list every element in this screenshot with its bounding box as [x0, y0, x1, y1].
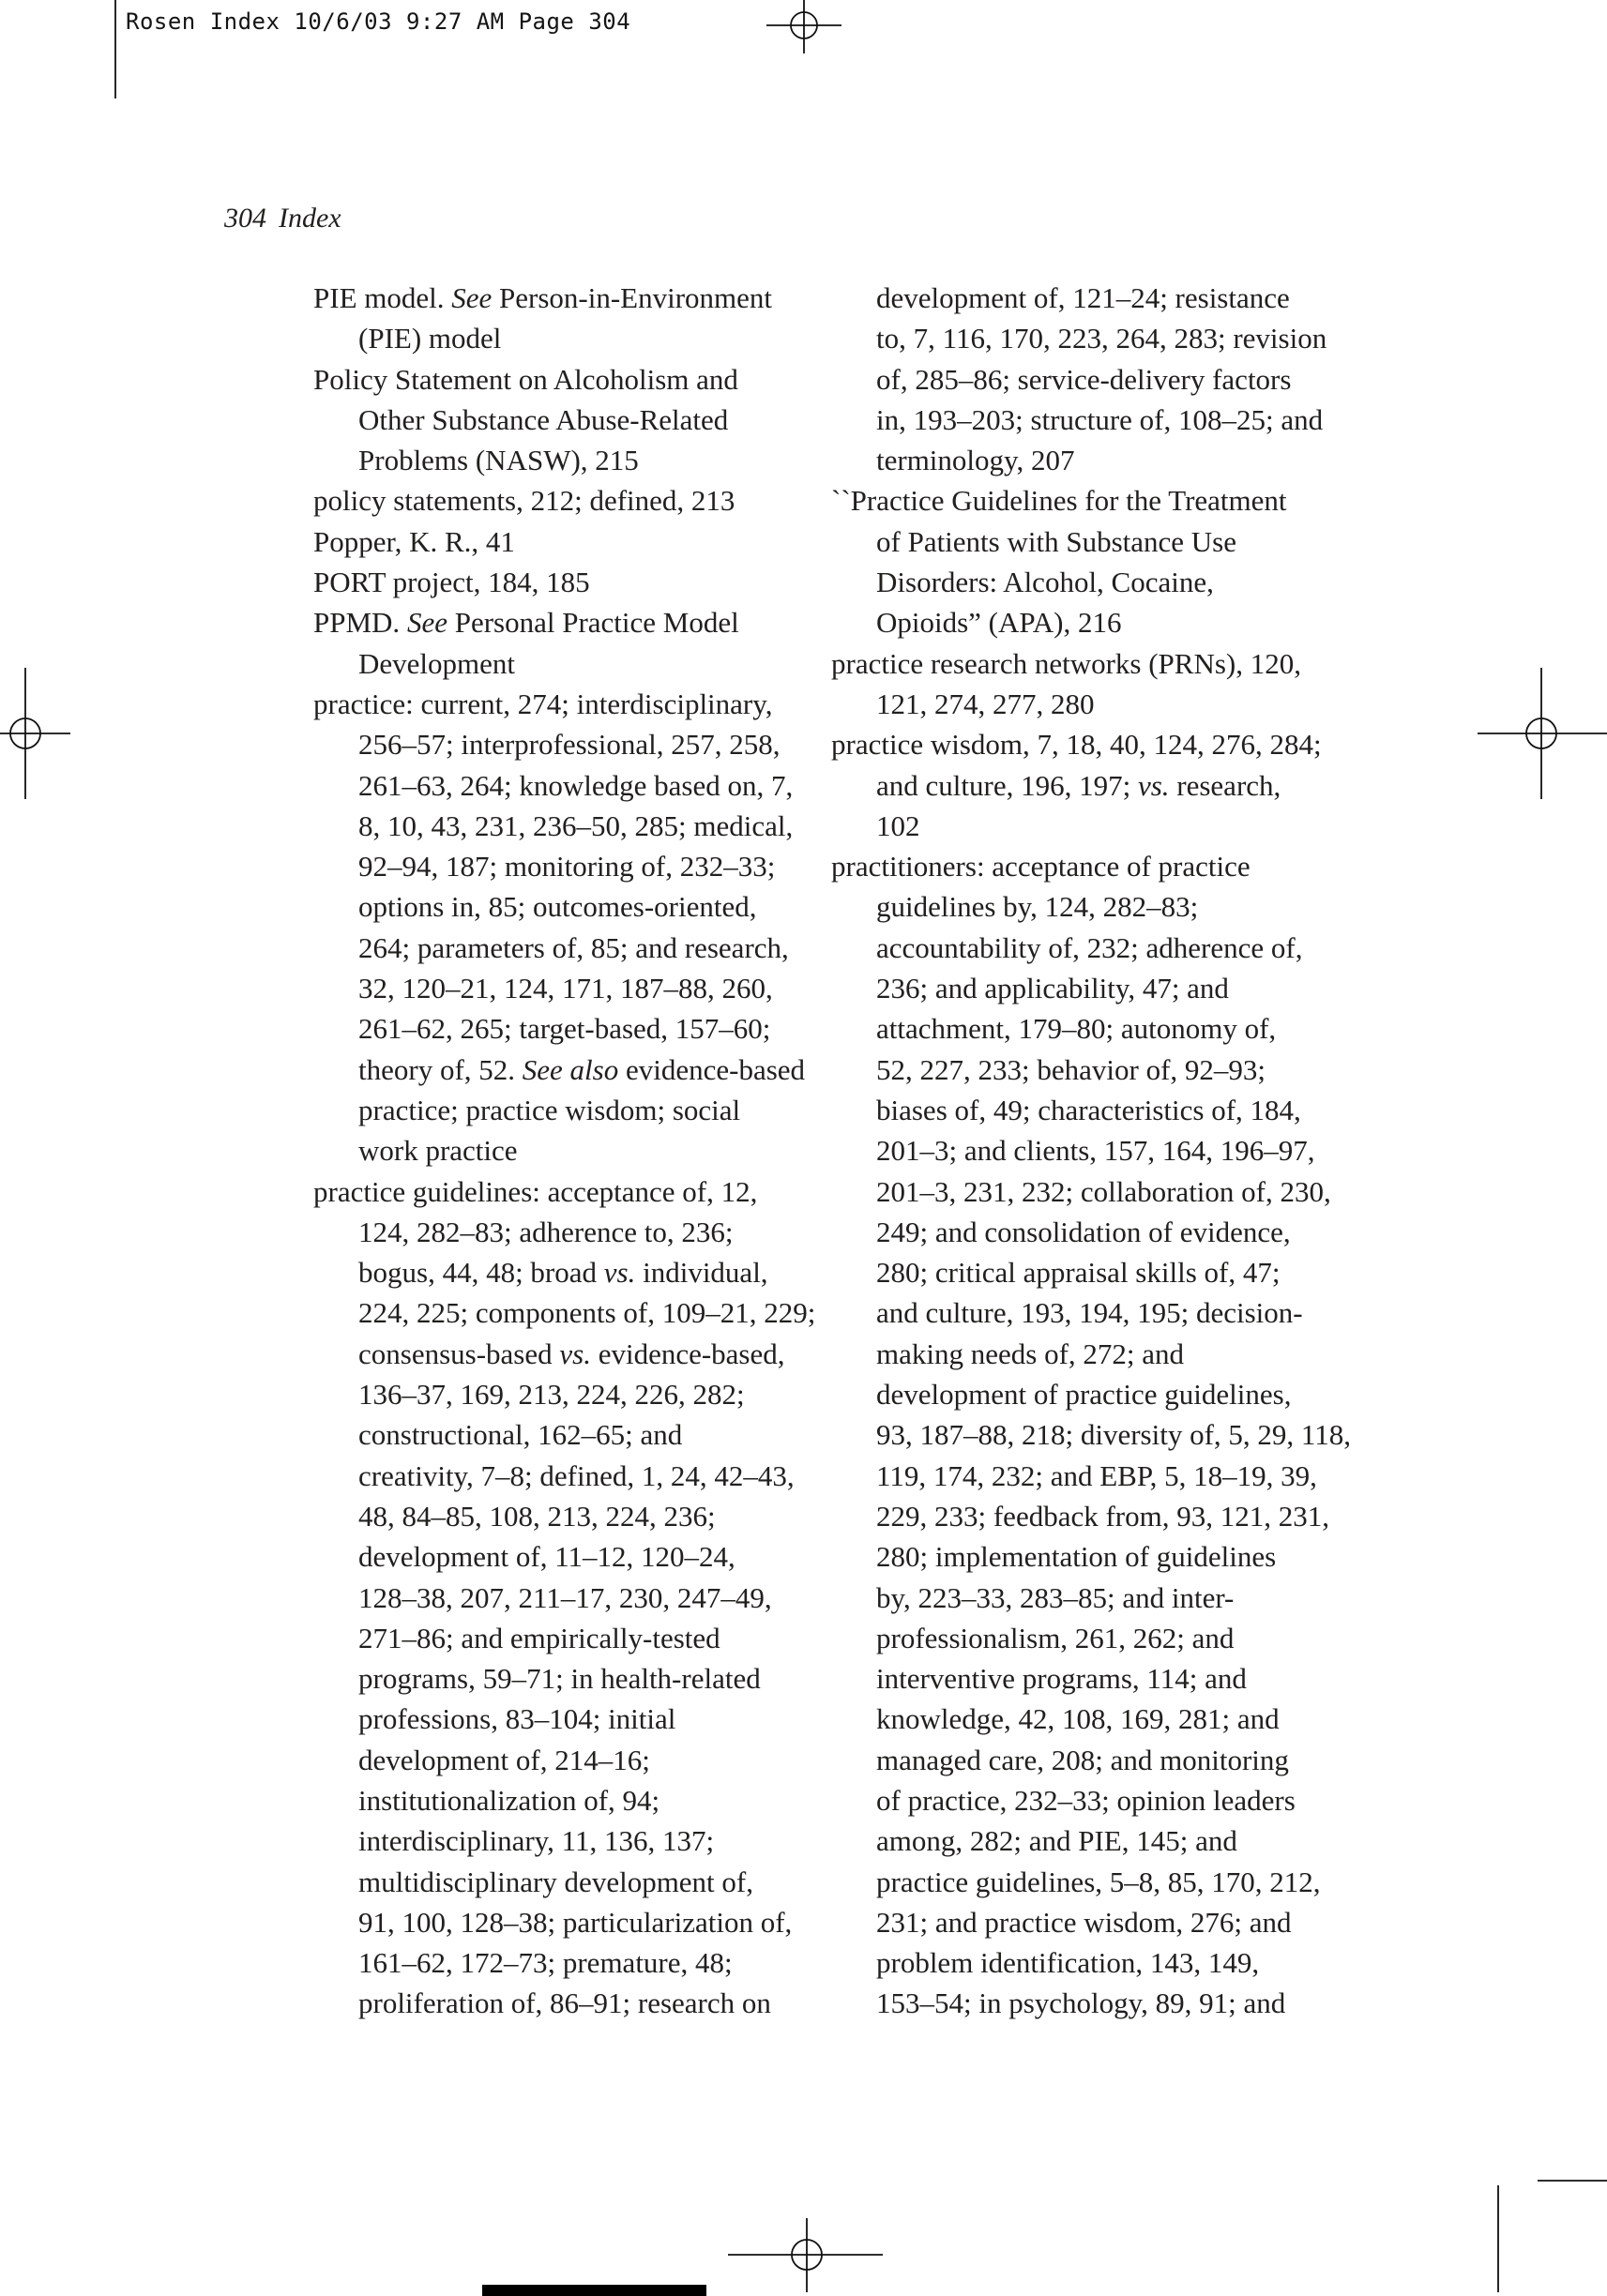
index-line [313, 562, 815, 602]
index-line [831, 480, 1351, 521]
index-text-segment: in, 193–203; structure of, 108–25; and [876, 402, 1324, 436]
index-text-segment: practice; practice wisdom; social [358, 1093, 741, 1126]
index-line [313, 1334, 815, 1374]
index-text-segment: institutionalization of, 94; [358, 1783, 660, 1817]
index-text-segment: 121, 274, 277, 280 [876, 687, 1095, 720]
index-line [313, 846, 815, 886]
index-line [831, 1334, 1351, 1374]
index-text-segment: 161–62, 172–73; premature, 48; [358, 1946, 733, 1980]
index-text-segment: Problems (NASW), 215 [358, 444, 639, 477]
index-text-segment: Personal Practice Model [447, 606, 739, 640]
index-text-segment: creativity, 7–8; defined, 1, 24, 42–43, [358, 1458, 795, 1492]
index-text-segment: 236; and applicability, 47; and [876, 972, 1229, 1005]
index-line [831, 1618, 1351, 1658]
index-line [831, 1536, 1351, 1577]
index-text-segment: terminology, 207 [876, 444, 1075, 477]
index-text-segment: Disorders: Alcohol, Cocaine, [876, 566, 1214, 599]
index-text-segment: knowledge, 42, 108, 169, 281; and [876, 1702, 1280, 1736]
registration-mark-top-center [766, 0, 841, 53]
index-text-segment: 201–3, 231, 232; collaboration of, 230, [876, 1174, 1331, 1208]
index-text-segment-italic: vs. [559, 1337, 591, 1370]
index-line [831, 1658, 1351, 1699]
index-text-segment-italic: See also [522, 1052, 619, 1086]
index-line [313, 1578, 815, 1618]
index-line [831, 684, 1351, 724]
index-column-right [831, 278, 1351, 2024]
index-text-segment: practice guidelines, 5–8, 85, 170, 212, [876, 1865, 1321, 1898]
index-text-segment: 128–38, 207, 211–17, 230, 247–49, [358, 1580, 772, 1614]
index-text-segment: 48, 84–85, 108, 213, 224, 236; [358, 1499, 716, 1533]
index-line [313, 684, 815, 724]
index-line [831, 562, 1351, 602]
index-text-segment: 231; and practice wisdom, 276; and [876, 1905, 1292, 1939]
index-text-segment: consensus-based [358, 1337, 560, 1370]
index-line [831, 1983, 1351, 2023]
index-text-segment: 264; parameters of, 85; and research, [358, 930, 789, 964]
index-line [313, 1862, 815, 1902]
index-line [313, 480, 815, 521]
index-line [831, 1942, 1351, 1983]
index-line [831, 1292, 1351, 1333]
index-line [313, 1983, 815, 2023]
index-text-segment: attachment, 179–80; autonomy of, [876, 1012, 1277, 1046]
index-line [313, 1942, 815, 1983]
index-text-segment: practitioners: acceptance of practice [831, 850, 1251, 884]
index-line [313, 1456, 815, 1496]
index-line [313, 1902, 815, 1942]
index-text-segment: 201–3; and clients, 157, 164, 196–97, [876, 1134, 1315, 1168]
index-text-segment: practice: current, 274; interdisciplinary, [313, 687, 773, 720]
index-text-segment: 224, 225; components of, 109–21, 229; [358, 1296, 816, 1330]
index-text-segment: PORT project, 184, 185 [313, 566, 590, 599]
index-line [313, 1496, 815, 1536]
index-text-segment-italic: See [451, 281, 493, 314]
index-text-segment: practice guidelines: acceptance of, 12, [313, 1174, 758, 1208]
index-text-segment: 249; and consolidation of evidence, [876, 1215, 1291, 1248]
index-line [831, 765, 1351, 806]
index-text-segment: Other Substance Abuse-Related [358, 402, 729, 436]
index-line [831, 1862, 1351, 1902]
index-line [313, 886, 815, 927]
page-number: 304 [224, 203, 266, 234]
registration-mark-right-center [1478, 668, 1607, 799]
index-text-segment: options in, 85; outcomes-oriented, [358, 890, 757, 924]
index-line [831, 643, 1351, 684]
index-line [831, 806, 1351, 846]
index-text-segment: 136–37, 169, 213, 224, 226, 282; [358, 1378, 745, 1412]
index-line [313, 968, 815, 1008]
index-line [313, 928, 815, 968]
index-line [313, 1699, 815, 1739]
index-text-segment: 119, 174, 232; and EBP, 5, 18–19, 39, [876, 1458, 1317, 1492]
index-line [831, 359, 1351, 400]
index-line [313, 359, 815, 400]
index-text-segment: work practice [358, 1134, 518, 1168]
index-text-segment: Person-in-Environment [492, 281, 773, 314]
index-line [831, 1578, 1351, 1618]
index-text-segment: proliferation of, 86–91; research on [358, 1986, 771, 2020]
index-text-segment: ``Practice Guidelines for the Treatment [831, 484, 1287, 518]
index-line [831, 1780, 1351, 1820]
index-line [831, 968, 1351, 1008]
index-line [313, 1658, 815, 1699]
index-text-segment: Development [358, 646, 516, 680]
index-line [831, 1699, 1351, 1739]
index-text-segment: professionalism, 261, 262; and [876, 1621, 1235, 1654]
index-column-left [313, 278, 815, 2024]
index-text-segment: interdisciplinary, 11, 136, 137; [358, 1824, 715, 1858]
index-text-segment: development of, 214–16; [358, 1743, 650, 1776]
index-line [831, 278, 1351, 318]
index-line [313, 1780, 815, 1820]
index-text-segment: 92–94, 187; monitoring of, 232–33; [358, 850, 776, 884]
index-text-segment: 271–86; and empirically-tested [358, 1621, 720, 1654]
index-text-segment: development of, 11–12, 120–24, [358, 1540, 735, 1574]
index-line [313, 1374, 815, 1414]
index-line [313, 521, 815, 562]
index-text-segment: biases of, 49; characteristics of, 184, [876, 1093, 1301, 1126]
index-line [831, 846, 1351, 886]
index-text-segment: PPMD. [313, 606, 407, 640]
index-text-segment: making needs of, 272; and [876, 1337, 1185, 1370]
index-text-segment: interventive programs, 114; and [876, 1662, 1247, 1696]
registration-mark-bottom-center [728, 2218, 883, 2292]
registration-mark-left-center [0, 668, 70, 799]
index-line [831, 724, 1351, 764]
index-text-segment: of practice, 232–33; opinion leaders [876, 1783, 1296, 1817]
index-line [831, 318, 1351, 358]
index-text-segment: practice wisdom, 7, 18, 40, 124, 276, 284; [831, 728, 1322, 762]
index-line [831, 1008, 1351, 1049]
index-text-segment: 261–63, 264; knowledge based on, 7, [358, 768, 794, 802]
index-text-segment: policy statements, 212; defined, 213 [313, 484, 735, 518]
index-line [831, 1171, 1351, 1212]
index-line [831, 1414, 1351, 1455]
index-text-segment: 124, 282–83; adherence to, 236; [358, 1215, 734, 1248]
index-line [313, 602, 815, 642]
index-text-segment: 256–57; interprofessional, 257, 258, [358, 728, 781, 762]
index-line [313, 643, 815, 684]
index-text-segment: 280; critical appraisal skills of, 47; [876, 1256, 1281, 1290]
index-text-segment: development of, 121–24; resistance [876, 281, 1290, 314]
index-text-segment: 280; implementation of guidelines [876, 1540, 1277, 1574]
index-line [831, 1130, 1351, 1171]
index-line [313, 1212, 815, 1252]
index-line [831, 1212, 1351, 1252]
section-title: Index [279, 203, 341, 234]
index-text-segment: Opioids” (APA), 216 [876, 606, 1122, 640]
index-text-segment-italic: vs. [1137, 768, 1170, 802]
index-line [313, 1618, 815, 1658]
index-text-segment: development of practice guidelines, [876, 1378, 1292, 1412]
index-line [313, 1536, 815, 1577]
trim-mark-bottom-right [1498, 2181, 1607, 2292]
index-line [313, 1050, 815, 1090]
index-line [831, 886, 1351, 927]
index-text-segment: 52, 227, 233; behavior of, 92–93; [876, 1052, 1266, 1086]
index-line [313, 806, 815, 846]
index-line [831, 1496, 1351, 1536]
index-line [831, 1374, 1351, 1414]
index-text-segment: and culture, 196, 197; [876, 768, 1138, 802]
index-text-segment: Policy Statement on Alcoholism and [313, 362, 738, 396]
index-text-segment: practice research networks (PRNs), 120, [831, 646, 1301, 680]
index-line [831, 1090, 1351, 1130]
index-text-segment: evidence-based, [590, 1337, 785, 1370]
index-text-segment: multidisciplinary development of, [358, 1865, 753, 1898]
index-text-segment: PIE model. [313, 281, 452, 314]
index-line [313, 1820, 815, 1861]
index-text-segment: 261–62, 265; target-based, 157–60; [358, 1012, 771, 1046]
index-line [313, 1740, 815, 1780]
index-line [313, 440, 815, 480]
index-line [831, 1050, 1351, 1090]
index-line [831, 400, 1351, 440]
index-text-segment: theory of, 52. [358, 1052, 523, 1086]
index-text-segment: of, 285–86; service-delivery factors [876, 362, 1292, 396]
index-text-segment: problem identification, 143, 149, [876, 1946, 1260, 1980]
index-line [831, 1456, 1351, 1496]
index-text-segment: managed care, 208; and monitoring [876, 1743, 1289, 1776]
ink-bar [482, 2285, 706, 2296]
index-text-segment: constructional, 162–65; and [358, 1418, 683, 1452]
index-line [313, 1130, 815, 1171]
running-head [224, 203, 341, 234]
index-text-segment: among, 282; and PIE, 145; and [876, 1824, 1237, 1858]
index-text-segment: guidelines by, 124, 282–83; [876, 890, 1199, 924]
index-line [831, 1740, 1351, 1780]
index-text-segment: Popper, K. R., 41 [313, 524, 515, 558]
index-text-segment: research, [1169, 768, 1281, 802]
index-text-segment: and culture, 193, 194, 195; decision- [876, 1296, 1303, 1330]
index-line [313, 1252, 815, 1292]
index-text-segment: 93, 187–88, 218; diversity of, 5, 29, 118, [876, 1418, 1352, 1452]
index-text-segment: to, 7, 116, 170, 223, 264, 283; revision [876, 322, 1327, 355]
index-text-segment: 32, 120–21, 124, 171, 187–88, 260, [358, 972, 773, 1005]
index-text-segment: by, 223–33, 283–85; and inter- [876, 1580, 1235, 1614]
index-text-segment-italic: vs. [603, 1256, 636, 1290]
index-text-segment: evidence-based [618, 1052, 806, 1086]
index-text-segment: bogus, 44, 48; broad [358, 1256, 604, 1290]
index-text-segment: 229, 233; feedback from, 93, 121, 231, [876, 1499, 1329, 1533]
index-line [313, 1414, 815, 1455]
index-text-segment: individual, [635, 1256, 768, 1290]
index-text-segment-italic: See [406, 606, 447, 640]
index-line [313, 1008, 815, 1049]
index-text-segment: 102 [876, 808, 920, 842]
index-line [831, 1902, 1351, 1942]
index-line [831, 521, 1351, 562]
index-text-segment: programs, 59–71; in health-related [358, 1662, 761, 1696]
index-text-segment: accountability of, 232; adherence of, [876, 930, 1303, 964]
index-line [313, 278, 815, 318]
index-text-segment: professions, 83–104; initial [358, 1702, 676, 1736]
index-line [831, 1252, 1351, 1292]
index-text-segment: 8, 10, 43, 231, 236–50, 285; medical, [358, 808, 794, 842]
print-slug: Rosen Index 10/6/03 9:27 AM Page 304 [126, 8, 631, 35]
index-line [831, 1820, 1351, 1861]
index-line [313, 400, 815, 440]
index-line [313, 724, 815, 764]
index-line [313, 1090, 815, 1130]
index-line [831, 440, 1351, 480]
index-line [313, 1171, 815, 1212]
index-text-segment: 91, 100, 128–38; particularization of, [358, 1905, 793, 1939]
index-text-segment: of Patients with Substance Use [876, 524, 1237, 558]
index-text-segment: (PIE) model [358, 322, 502, 355]
index-text-segment: 153–54; in psychology, 89, 91; and [876, 1986, 1286, 2020]
index-line [831, 928, 1351, 968]
index-line [831, 602, 1351, 642]
index-line [313, 765, 815, 806]
index-line [313, 1292, 815, 1333]
index-line [313, 318, 815, 358]
